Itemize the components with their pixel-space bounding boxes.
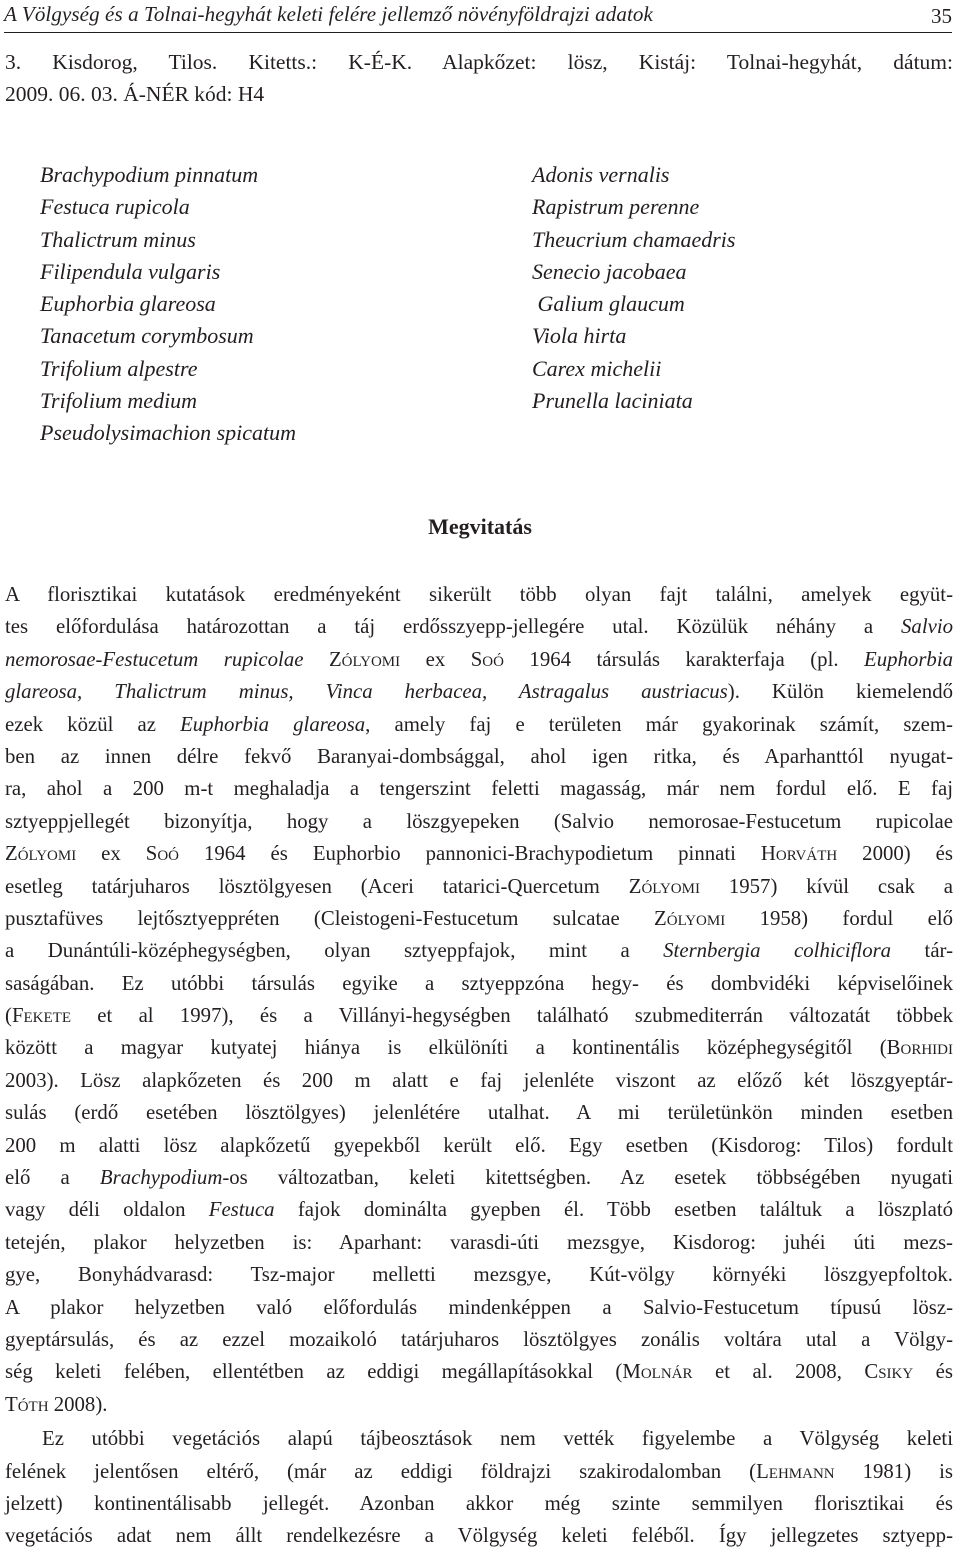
species-item: Trifolium alpestre xyxy=(40,355,198,381)
text-line: tes előfordulása határozottan a táj erdősszyepp-jellegére utal. Közülük néhány a Salvio xyxy=(5,615,953,639)
species-list-left xyxy=(40,159,296,450)
text-line: felének jelentősen eltérő, (már az eddigi földrajzi szakirodalomban (Lehmann 1981) is xyxy=(5,1459,953,1483)
species-item: Galium glaucum xyxy=(532,291,685,317)
text-line: sulás (erdő esetében lösztölgyes) jelenlétére utalhat. A mi területünkön minden esetben xyxy=(5,1101,953,1125)
text-line: ség keleti felében, ellentétben az eddigi megállapításokkal (Molnár et al. 2008, Csiky és xyxy=(5,1360,953,1384)
running-head-title: A Völgység és a Tolnai-hegyhát keleti felére jellemző növényföldrajzi adatok xyxy=(4,2,653,26)
text-line: sztyeppjellegét bizonyítja, hogy a löszgyepeken (Salvio nemorosae-Festucetum rupicolae xyxy=(5,809,953,833)
species-item: Prunella laciniata xyxy=(532,388,693,414)
text-line: glareosa, Thalictrum minus, Vinca herbacea, Astragalus austriacus). Külön kiemelendő xyxy=(5,680,953,704)
text-line: A plakor helyzetben való előfordulás mindenképpen a Salvio-Festucetum típusú lösz- xyxy=(5,1295,953,1319)
text-line: között a magyar kutyatej hiánya is elkülöníti a kontinentális középhegységitől (Borhidi xyxy=(5,1036,953,1060)
species-item: Festuca rupicola xyxy=(40,194,190,220)
text-line: ben az innen délre fekvő Baranyai-dombsággal, ahol igen ritka, és Aparhanttól nyugat- xyxy=(5,744,953,768)
species-item: Filipendula vulgaris xyxy=(40,258,221,284)
section-heading: Megvitatás xyxy=(428,514,532,539)
text-line: gye, Bonyhádvarasd: Tsz-major melletti mezsgye, Kút-völgy környéki löszgyepfoltok. xyxy=(5,1263,953,1287)
text-line: 200 m alatti lösz alapkőzetű gyepekből került elő. Egy esetben (Kisdorog: Tilos) fordult xyxy=(5,1133,953,1157)
species-item: Trifolium medium xyxy=(40,388,198,414)
species-item: Viola hirta xyxy=(532,323,627,349)
site-entry-line-1: 3. Kisdorog, Tilos. Kitetts.: K-É-K. Alapkőzet: lösz, Kistáj: Tolnai-hegyhát, dátum: xyxy=(5,50,953,74)
text-line: Zólyomi ex Soó 1964 és Euphorbio pannonici-Brachypodietum pinnati Horváth 2000) és xyxy=(5,842,953,866)
text-line: vagy déli oldalon Festuca fajok dominálta gyepben él. Több esetben találtuk a löszplató xyxy=(5,1198,953,1222)
text-line: nemorosae-Festucetum rupicolae Zólyomi ex Soó 1964 társulás karakterfaja (pl. Euphorbia xyxy=(5,647,953,671)
site-entry-line-2: 2009. 06. 03. Á-NÉR kód: H4 xyxy=(5,82,265,106)
text-line: Ez utóbbi vegetációs alapú tájbeosztások nem vették figyelembe a Völgység keleti xyxy=(42,1427,953,1451)
text-line: tetején, plakor helyzetben is: Aparhant: varasdi-úti mezsgye, Kisdorog: juhéi úti mezs- xyxy=(5,1230,953,1254)
species-item: Thalictrum minus xyxy=(40,226,196,252)
text-line: pusztafüves lejtősztyeppréten (Cleistogeni-Festucetum sulcatae Zólyomi 1958) fordul elő xyxy=(5,906,953,930)
text-line: esetleg tatárjuharos lösztölgyesen (Aceri tatarici-Quercetum Zólyomi 1957) kívül csak a xyxy=(5,874,953,898)
body-text xyxy=(5,579,953,1553)
species-item: Senecio jacobaea xyxy=(532,258,687,284)
text-line: a Dunántúli-középhegységben, olyan sztyeppfajok, mint a Sternbergia colhiciflora tár- xyxy=(5,939,953,963)
species-item: Carex michelii xyxy=(532,355,662,381)
text-line: A florisztikai kutatások eredményeként sikerült több olyan fajt találni, amelyek együt- xyxy=(5,583,953,606)
text-line: saságában. Ez utóbbi társulás egyike a sztyeppzóna hegy- és dombvidéki képviselőinek xyxy=(5,971,953,995)
text-line: gyeptársulás, és az ezzel mozaikoló tatárjuharos lösztölgyes zonális voltára utal a Völgy- xyxy=(5,1327,953,1351)
text-line: jelzett) kontinentálisabb jellegét. Azonban akkor még szinte semmilyen florisztikai és xyxy=(5,1491,953,1515)
text-line: elő a Brachypodium-os változatban, keleti kitettségben. Az esetek többségében nyugati xyxy=(5,1166,953,1190)
text-line: ra, ahol a 200 m-t meghaladja a tengerszint feletti magasság, már nem fordul elő. E faj xyxy=(5,777,953,801)
text-line: (Fekete et al 1997), és a Villányi-hegységben található szubmediterrán változatát többek xyxy=(5,1004,953,1028)
text-line: ezek közül az Euphorbia glareosa, amely faj e területen már gyakorinak számít, szem- xyxy=(5,712,953,736)
text-line: 2003). Lösz alapkőzeten és 200 m alatt e faj jelenléte viszont az előző két löszgyeptár- xyxy=(5,1068,953,1092)
species-item: Rapistrum perenne xyxy=(532,194,700,220)
page-number: 35 xyxy=(931,4,952,28)
species-item: Adonis vernalis xyxy=(532,162,670,187)
text-line: Tóth 2008). xyxy=(5,1392,108,1416)
running-head xyxy=(4,2,952,33)
species-item: Theucrium chamaedris xyxy=(532,226,736,252)
species-item: Pseudolysimachion spicatum xyxy=(40,420,297,446)
species-list-right xyxy=(532,159,735,417)
species-item: Brachypodium pinnatum xyxy=(40,162,259,187)
species-item: Tanacetum corymbosum xyxy=(40,323,254,349)
text-line: vegetációs adat nem állt rendelkezésre a Völgység keleti feléből. Így jellegzetes sztyepp- xyxy=(5,1524,953,1548)
species-item: Euphorbia glareosa xyxy=(40,291,216,317)
